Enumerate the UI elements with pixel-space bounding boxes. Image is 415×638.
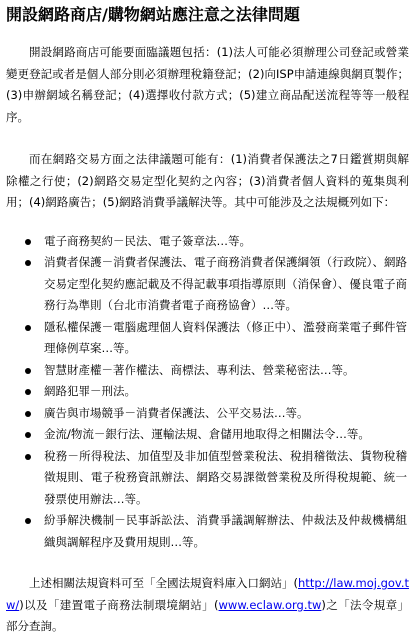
bullet-icon — [25, 518, 31, 524]
list-item-text: 廣告與市場競爭－消費者保護法、公平交易法…等。 — [44, 405, 309, 420]
list-item — [6, 360, 409, 382]
list-item — [6, 252, 409, 317]
eclaw-link[interactable]: www.eclaw.org.tw — [218, 597, 322, 612]
bullet-icon — [25, 239, 31, 245]
footer-text-2: )以及「建置電子商務法制環境網站」( — [19, 597, 219, 612]
footer-text-3: )之「法令規章」部分查詢。 — [6, 597, 409, 633]
bullet-icon — [25, 260, 31, 266]
list-item-text: 網路犯罪－刑法。 — [44, 384, 136, 398]
list-item-text: 稅務－所得稅法、加值型及非加值型營業稅法、稅捐稽徵法、貨物稅稽徵規則、電子稅務資訊辦法、網路交易課徵營業稅及所得稅規範、統一發票使用辦法…等。 — [44, 448, 407, 506]
footer-paragraph — [6, 573, 409, 638]
legal-issues-paragraph: 而在網路交易方面之法律議題可能有：(1)消費者保護法之7日鑑賞期與解除權之行使；(2)網路交易定型化契約之內容；(3)消費者個人資料的蒐集與利用；(4)網路廣告；(5)網路消費爭議解決等。其中可能涉及之法規概列如下： — [6, 152, 409, 209]
list-item — [6, 446, 409, 511]
list-item — [6, 381, 409, 403]
list-item-text: 紛爭解決機制－民事訴訟法、消費爭議調解辦法、仲裁法及仲裁機構組織與調解程序及費用規則…等。 — [44, 513, 407, 549]
list-item — [6, 510, 409, 553]
list-item-text: 消費者保護－消費者保護法、電子商務消費者保護綱領（行政院）、網路交易定型化契約應記載及不得記載事項指導原則（消保會）、優良電子商務行為準則（台北市消費者電子商務協會）…等。 — [44, 255, 407, 312]
law-database-link[interactable]: http://law.moj.gov.tw/ — [6, 576, 409, 612]
list-item — [6, 424, 409, 446]
bullet-icon — [25, 325, 31, 331]
page-title: 開設網路商店/購物網站應注意之法律問題 — [6, 5, 300, 24]
bullet-icon — [25, 454, 31, 460]
footer-text-1: 上述相關法規資料可至「全國法規資料庫入口網站」( — [29, 576, 299, 590]
list-item — [6, 403, 409, 425]
bullet-icon — [25, 411, 31, 417]
list-item — [6, 231, 409, 253]
list-item-text: 智慧財產權－著作權法、商標法、專利法、營業秘密法…等。 — [44, 362, 355, 377]
list-item-text: 金流/物流－銀行法、運輸法規、倉儲用地取得之相關法令…等。 — [44, 427, 370, 441]
intro-paragraph: 開設網路商店可能要面臨議題包括：(1)法人可能必須辦理公司登記或營業變更登記或者是個人部分則必須辦理稅籍登記；(2)向ISP申請連線與網頁製作；(3)申辦網域名稱登記；(4)選擇收付款方式；(5)建立商品配送流程等等一般程序。 — [6, 45, 409, 124]
bullet-icon — [25, 389, 31, 395]
list-item-text: 電子商務契約－民法、電子簽章法…等。 — [44, 233, 251, 248]
bullet-icon — [25, 432, 31, 438]
bullet-icon — [25, 368, 31, 374]
list-item-text: 隱私權保護－電腦處理個人資料保護法（修正中）、濫發商業電子郵件管理條例草案…等。 — [44, 319, 407, 355]
list-item — [6, 317, 409, 360]
regulations-list — [6, 231, 409, 554]
